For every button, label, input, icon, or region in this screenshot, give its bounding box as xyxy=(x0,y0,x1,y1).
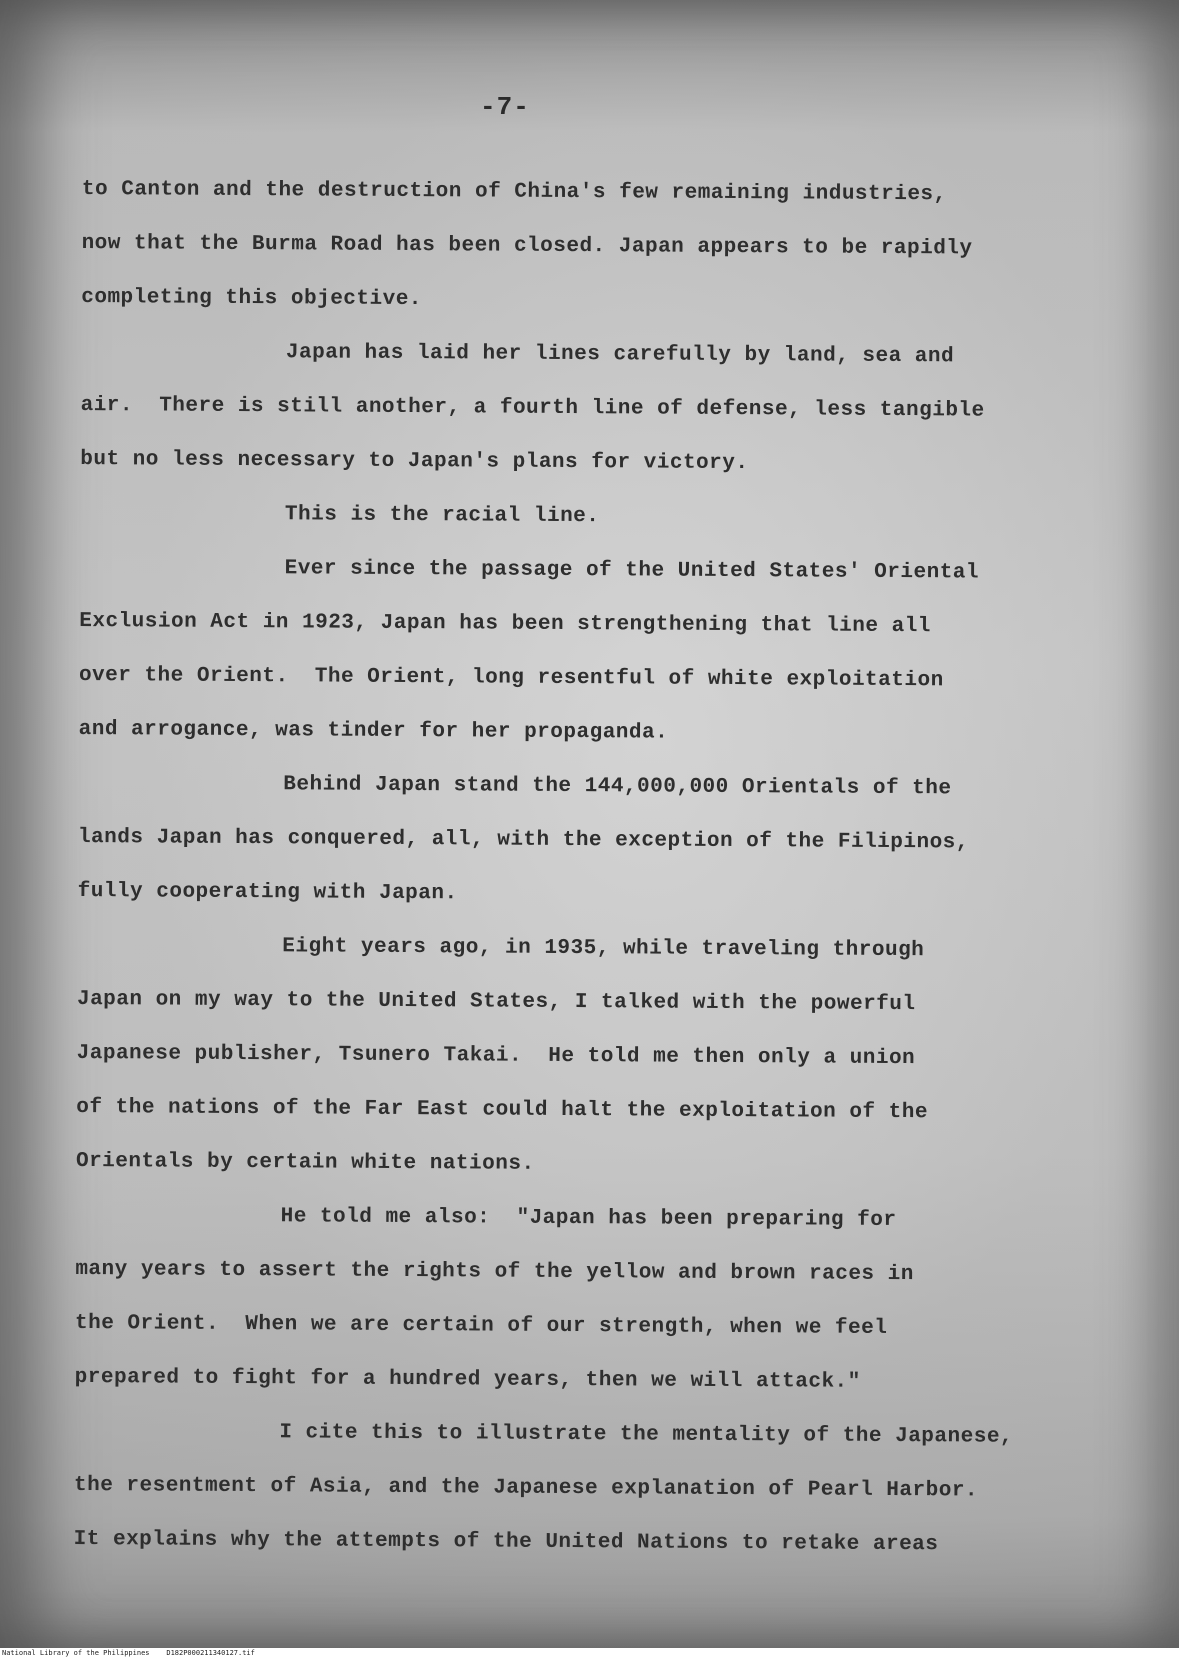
text-line: I cite this to illustrate the mentality of the Japanese, xyxy=(279,1421,1014,1449)
text-line: but no less necessary to Japan's plans for victory. xyxy=(80,447,749,476)
text-line: now that the Burma Road has been closed. Japan appears to be rapidly xyxy=(81,231,973,261)
text-line: the resentment of Asia, and the Japanese explanation of Pearl Harbor. xyxy=(73,1473,979,1503)
text-line: air. There is still another, a fourth line of defense, less tangible xyxy=(80,393,985,423)
text-line: many years to assert the rights of the yellow and brown races in xyxy=(75,1257,914,1287)
text-line: lands Japan has conquered, all, with the exception of the Filipinos, xyxy=(77,825,969,855)
text-line: Exclusion Act in 1923, Japan has been strengthening that line all xyxy=(79,609,931,639)
text-line: Japan has laid her lines carefully by land, sea and xyxy=(285,341,955,369)
page-number: -7- xyxy=(480,92,530,122)
text-line: Japan on my way to the United States, I talked with the powerful xyxy=(76,987,916,1017)
text-line: prepared to fight for a hundred years, then we will attack." xyxy=(74,1365,861,1394)
text-line: over the Orient. The Orient, long resentful of white exploitation xyxy=(78,663,944,693)
text-line: the Orient. When we are certain of our strength, when we feel xyxy=(74,1311,888,1340)
text-line: He told me also: "Japan has been preparing for xyxy=(280,1205,897,1232)
text-line: Ever since the passage of the United States' Oriental xyxy=(284,557,980,585)
text-line: Behind Japan stand the 144,000,000 Orientals of the xyxy=(283,773,952,801)
text-line: and arrogance, was tinder for her propaganda. xyxy=(78,717,669,745)
text-line: of the nations of the Far East could halt the exploitation of the xyxy=(76,1095,929,1125)
text-line: fully cooperating with Japan. xyxy=(77,879,458,906)
text-line: Orientals by certain white nations. xyxy=(75,1149,535,1176)
footer-caption: National Library of the Philippines D182P000211340127.tif xyxy=(2,1649,255,1657)
body-text xyxy=(73,180,1082,1590)
text-line: completing this objective. xyxy=(81,285,423,312)
text-line: to Canton and the destruction of China's few remaining industries, xyxy=(81,178,947,207)
text-line: It explains why the attempts of the United Nations to retake areas xyxy=(73,1527,939,1557)
text-line: Eight years ago, in 1935, while traveling through xyxy=(282,935,925,963)
text-line: Japanese publisher, Tsunero Takai. He told me then only a union xyxy=(76,1041,916,1071)
text-line: This is the racial line. xyxy=(284,503,600,529)
